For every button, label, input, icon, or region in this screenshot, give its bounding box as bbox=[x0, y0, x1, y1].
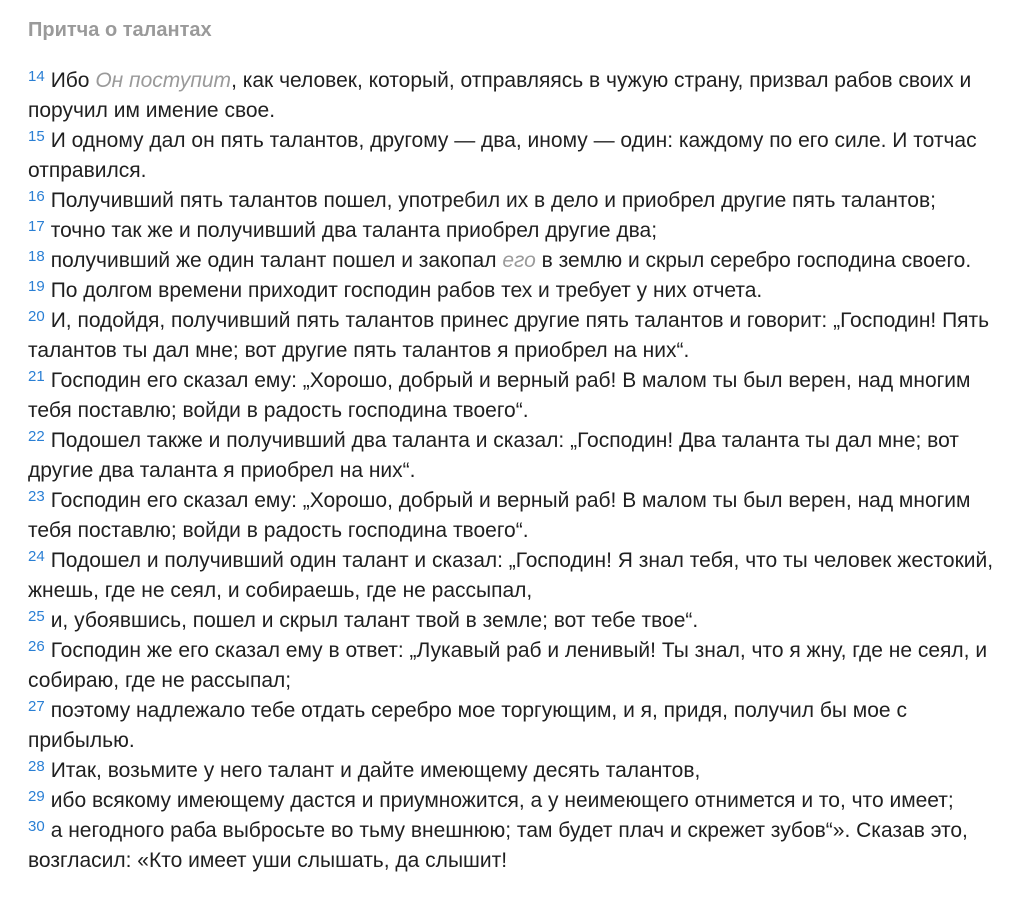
verse-number-link[interactable]: 23 bbox=[28, 488, 45, 505]
verse-text: поэтому надлежало тебе отдать серебро мое торгующим, и я, придя, получил бы мое с прибылью. bbox=[28, 699, 907, 752]
verse-14 bbox=[28, 66, 994, 126]
verse-text: И одному дал он пять талантов, другому — два, иному — один: каждому по его силе. И тотчас отправился. bbox=[28, 129, 977, 182]
verse-text: Получивший пять талантов пошел, употребил их в дело и приобрел другие пять талантов; bbox=[50, 189, 936, 212]
verse-number-link[interactable]: 20 bbox=[28, 308, 45, 325]
verse-number-link[interactable]: 30 bbox=[28, 818, 45, 835]
verses-block bbox=[28, 66, 994, 876]
verse-28 bbox=[28, 756, 994, 786]
verse-text: , как человек, который, отправляясь в чужую страну, призвал рабов своих и поручил им имение свое. bbox=[28, 69, 972, 122]
verse-23 bbox=[28, 486, 994, 546]
verse-number-link[interactable]: 29 bbox=[28, 788, 45, 805]
verse-text: Итак, возьмите у него талант и дайте имеющему десять талантов, bbox=[50, 759, 701, 782]
verse-16 bbox=[28, 186, 994, 216]
verse-15 bbox=[28, 126, 994, 186]
verse-number-link[interactable]: 25 bbox=[28, 608, 45, 625]
verse-text: точно так же и получивший два таланта приобрел другие два; bbox=[50, 219, 658, 242]
verse-number-link[interactable]: 21 bbox=[28, 368, 45, 385]
verse-26 bbox=[28, 636, 994, 696]
verse-number-link[interactable]: 16 bbox=[28, 188, 45, 205]
verse-text: и, убоявшись, пошел и скрыл талант твой в земле; вот тебе твое“. bbox=[50, 609, 699, 632]
verse-text: И, подойдя, получивший пять талантов принес другие пять талантов и говорит: „Господин! Пять талантов ты дал мне; вот другие пять талантов я приобрел на них“. bbox=[28, 309, 990, 362]
verse-number-link[interactable]: 26 bbox=[28, 638, 45, 655]
page-title: Притча о талантах bbox=[28, 19, 212, 41]
verse-29 bbox=[28, 786, 994, 816]
verse-text: Господин же его сказал ему в ответ: „Лукавый раб и ленивый! Ты знал, что я жну, где не сеял, и собираю, где не рассыпал; bbox=[28, 639, 988, 692]
verse-22 bbox=[28, 426, 994, 486]
verse-20 bbox=[28, 306, 994, 366]
verse-number-link[interactable]: 24 bbox=[28, 548, 45, 565]
verse-number-link[interactable]: 28 bbox=[28, 758, 45, 775]
verse-18 bbox=[28, 246, 994, 276]
verse-text: Подошел также и получивший два таланта и сказал: „Господин! Два таланта ты дал мне; вот другие два таланта я приобрел на них“. bbox=[28, 429, 959, 482]
verse-text: в землю и скрыл серебро господина своего. bbox=[535, 249, 972, 272]
verse-25 bbox=[28, 606, 994, 636]
added-words: его bbox=[502, 249, 536, 272]
verse-24 bbox=[28, 546, 994, 606]
verse-text: Ибо bbox=[50, 69, 96, 92]
verse-number-link[interactable]: 19 bbox=[28, 278, 45, 295]
verse-number-link[interactable]: 14 bbox=[28, 68, 45, 85]
verse-19 bbox=[28, 276, 994, 306]
verse-text: По долгом времени приходит господин рабов тех и требует у них отчета. bbox=[50, 279, 763, 302]
verse-text: Господин его сказал ему: „Хорошо, добрый и верный раб! В малом ты был верен, над многим тебя поставлю; войди в радость господина твоего“. bbox=[28, 489, 971, 542]
verse-17 bbox=[28, 216, 994, 246]
verse-text: Господин его сказал ему: „Хорошо, добрый и верный раб! В малом ты был верен, над многим тебя поставлю; войди в радость господина твоего“. bbox=[28, 369, 971, 422]
verse-number-link[interactable]: 17 bbox=[28, 218, 45, 235]
verse-30 bbox=[28, 816, 994, 876]
verse-text: ибо всякому имеющему дастся и приумножится, а у неимеющего отнимется и то, что имеет; bbox=[50, 789, 954, 812]
verse-number-link[interactable]: 27 bbox=[28, 698, 45, 715]
verse-number-link[interactable]: 15 bbox=[28, 128, 45, 145]
added-words: Он поступит bbox=[95, 69, 232, 92]
verse-21 bbox=[28, 366, 994, 426]
verse-27 bbox=[28, 696, 994, 756]
verse-text: получивший же один талант пошел и закопал bbox=[50, 249, 503, 272]
verse-text: а негодного раба выбросьте во тьму внешнюю; там будет плач и скрежет зубов“». Сказав это, возгласил: «Кто имеет уши слышать, да слышит! bbox=[28, 819, 968, 872]
verse-text: Подошел и получивший один талант и сказал: „Господин! Я знал тебя, что ты человек жестокий, жнешь, где не сеял, и собираешь, где не рассыпал, bbox=[28, 549, 994, 602]
verse-number-link[interactable]: 18 bbox=[28, 248, 45, 265]
verse-number-link[interactable]: 22 bbox=[28, 428, 45, 445]
